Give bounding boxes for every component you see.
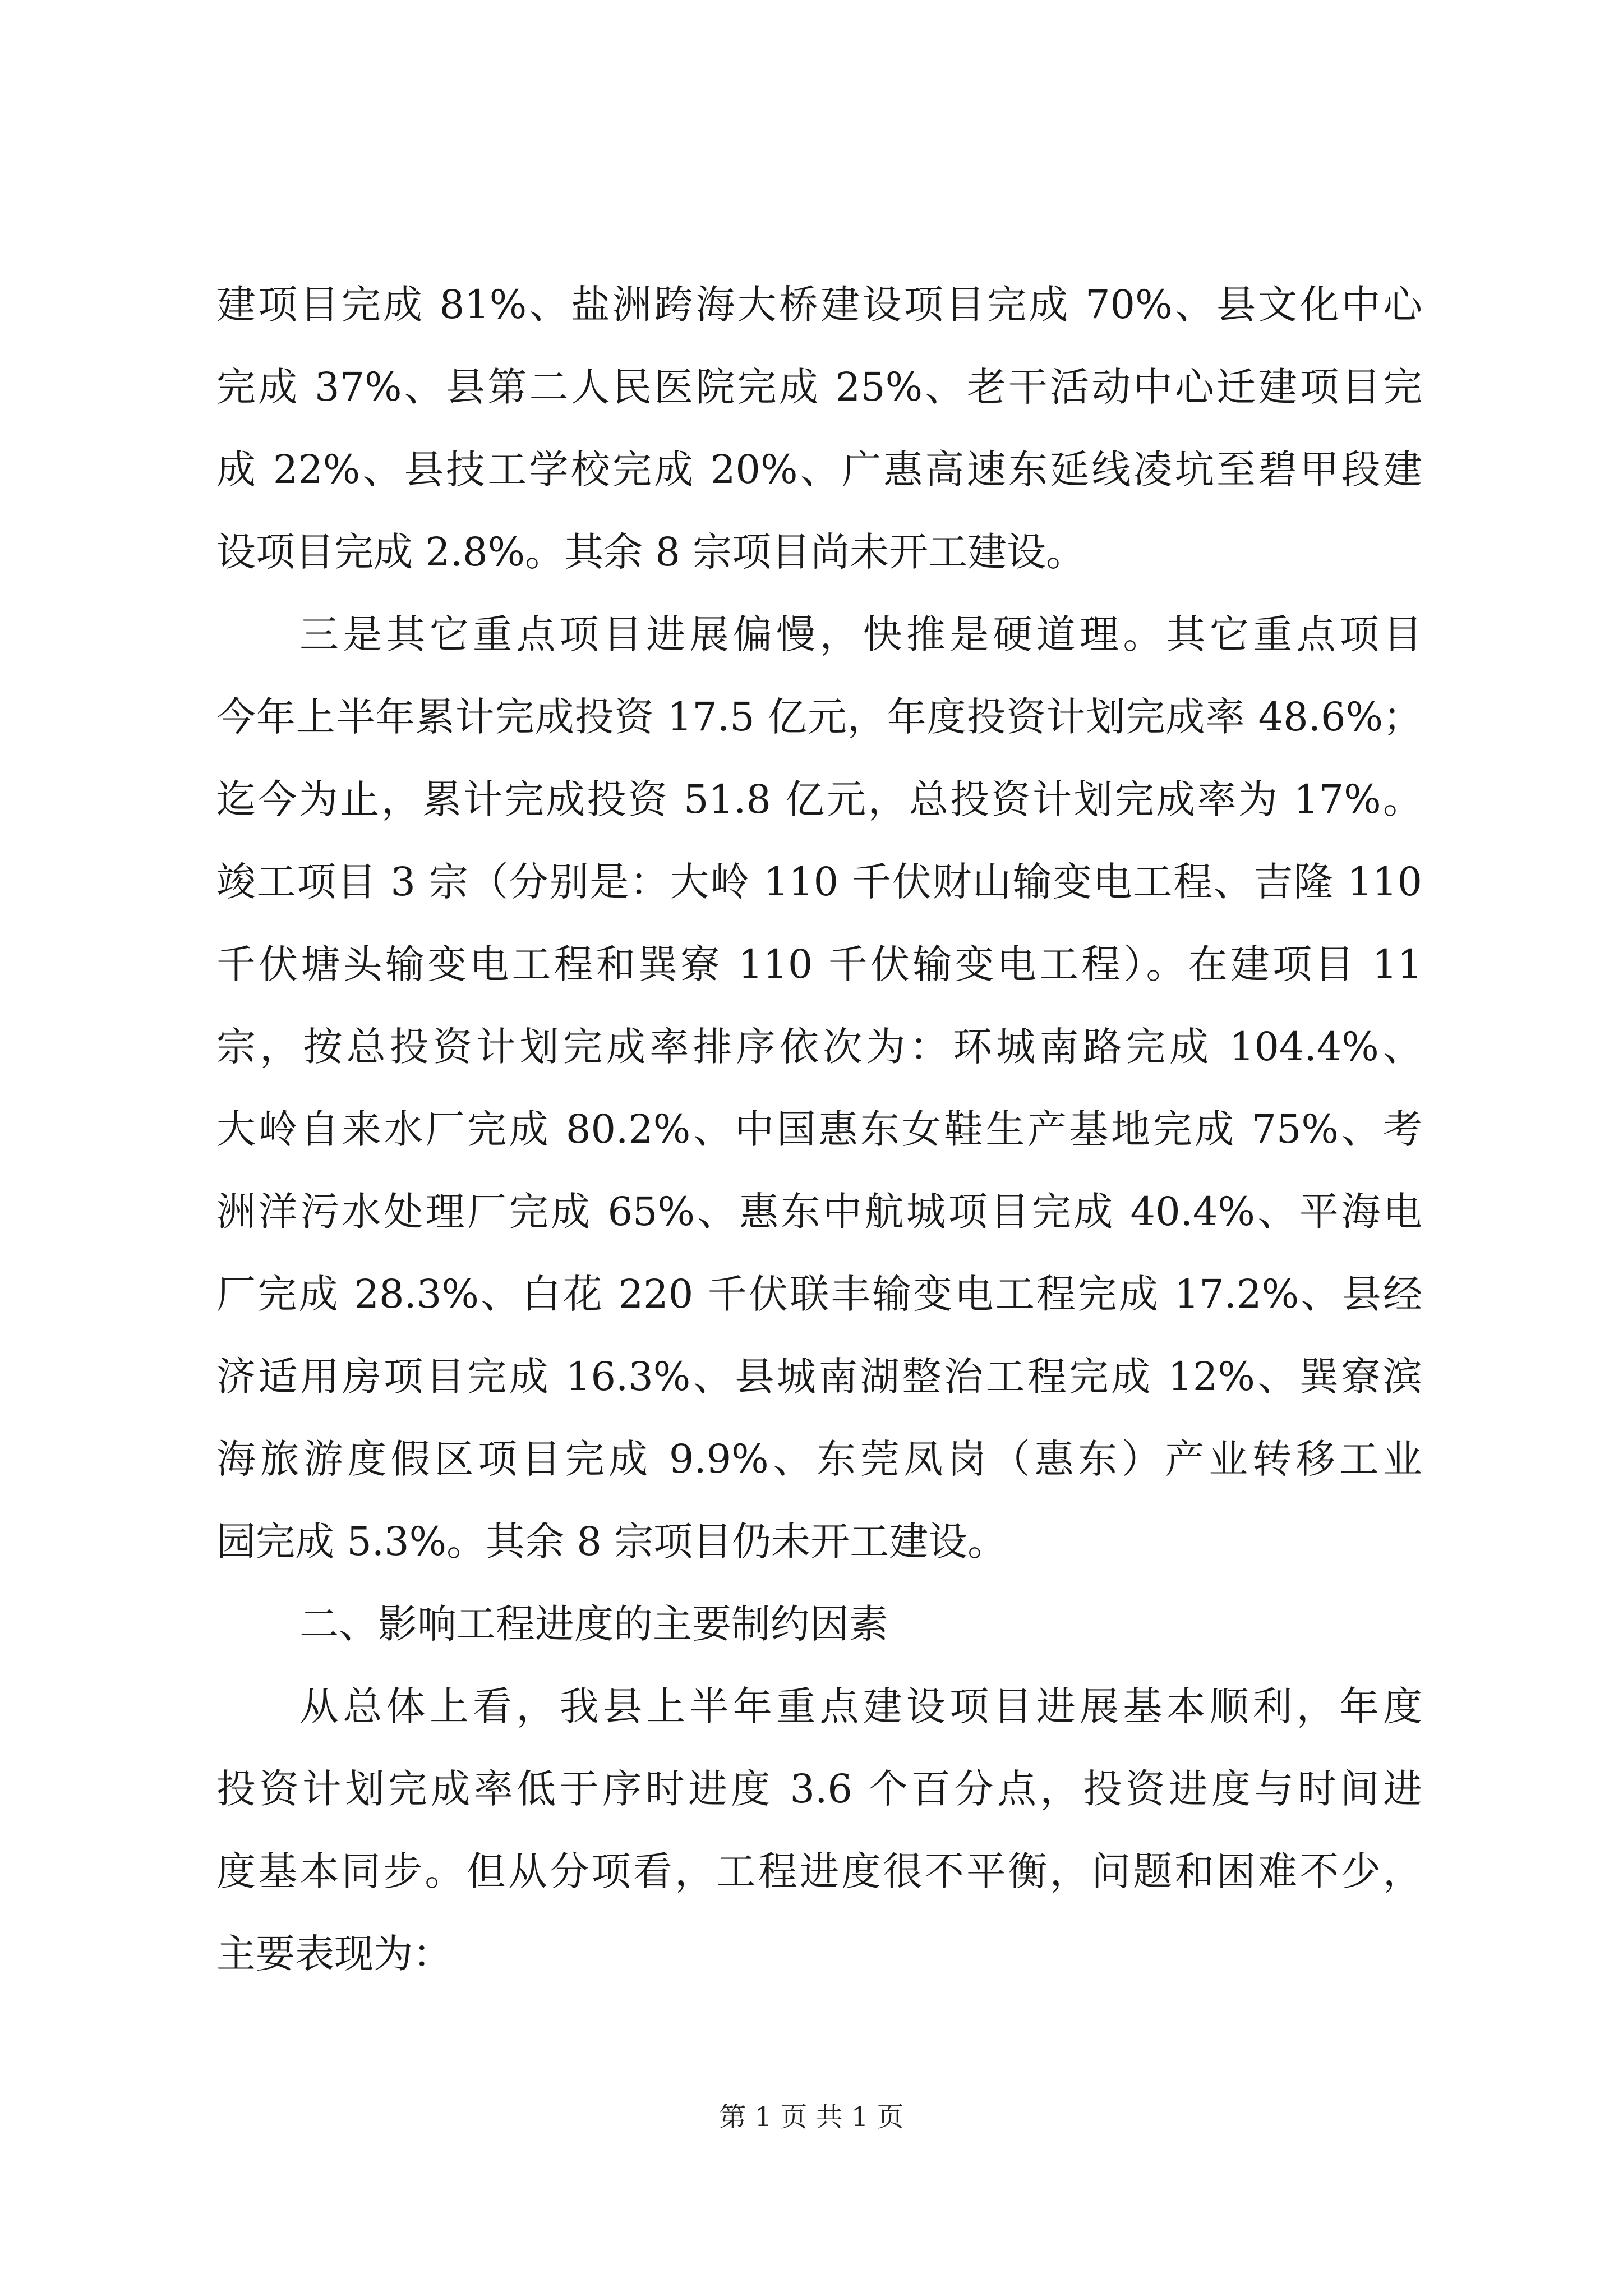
text-line: 度基本同步。但从分项看，工程进度很不平衡，问题和困难不少， xyxy=(216,1848,1422,1894)
text-line: 厂完成 28.3%、白花 220 千伏联丰输变电工程完成 17.2%、县经 xyxy=(216,1271,1422,1317)
text-line: 完成 37%、县第二人民医院完成 25%、老干活动中心迁建项目完 xyxy=(216,364,1422,410)
section-heading: 二、影响工程进度的主要制约因素 xyxy=(299,1601,888,1647)
text-line: 成 22%、县技工学校完成 20%、广惠高速东延线凌坑至碧甲段建 xyxy=(216,447,1422,493)
text-line: 竣工项目 3 宗（分别是：大岭 110 千伏财山输变电工程、吉隆 110 xyxy=(216,859,1422,905)
page-number: 第 1 页 共 1 页 xyxy=(719,2101,904,2133)
text-line: 宗，按总投资计划完成率排序依次为：环城南路完成 104.4%、 xyxy=(216,1024,1422,1070)
paragraph-first-line: 三是其它重点项目进展偏慢，快推是硬道理。其它重点项目 xyxy=(299,611,1422,657)
text-line: 大岭自来水厂完成 80.2%、中国惠东女鞋生产基地完成 75%、考 xyxy=(216,1106,1422,1152)
paragraph-first-line: 从总体上看，我县上半年重点建设项目进展基本顺利，年度 xyxy=(299,1683,1422,1729)
text-line: 设项目完成 2.8%。其余 8 宗项目尚未开工建设。 xyxy=(216,529,1086,575)
text-line: 洲洋污水处理厂完成 65%、惠东中航城项目完成 40.4%、平海电 xyxy=(216,1189,1422,1235)
text-line: 海旅游度假区项目完成 9.9%、东莞凤岗（惠东）产业转移工业 xyxy=(216,1436,1422,1482)
text-line: 迄今为止，累计完成投资 51.8 亿元，总投资计划完成率为 17%。 xyxy=(216,776,1422,822)
document-body xyxy=(216,264,1422,1995)
text-line: 今年上半年累计完成投资 17.5 亿元，年度投资计划完成率 48.6%； xyxy=(216,694,1422,740)
text-line: 主要表现为： xyxy=(216,1931,452,1977)
text-line: 建项目完成 81%、盐洲跨海大桥建设项目完成 70%、县文化中心 xyxy=(216,282,1422,328)
text-line: 投资计划完成率低于序时进度 3.6 个百分点，投资进度与时间进 xyxy=(216,1766,1422,1812)
text-line: 千伏塘头输变电工程和巽寮 110 千伏输变电工程）。在建项目 11 xyxy=(216,941,1422,987)
page-footer xyxy=(0,2100,1623,2134)
text-line: 园完成 5.3%。其余 8 宗项目仍未开工建设。 xyxy=(216,1519,1007,1565)
text-line: 济适用房项目完成 16.3%、县城南湖整治工程完成 12%、巽寮滨 xyxy=(216,1354,1422,1400)
